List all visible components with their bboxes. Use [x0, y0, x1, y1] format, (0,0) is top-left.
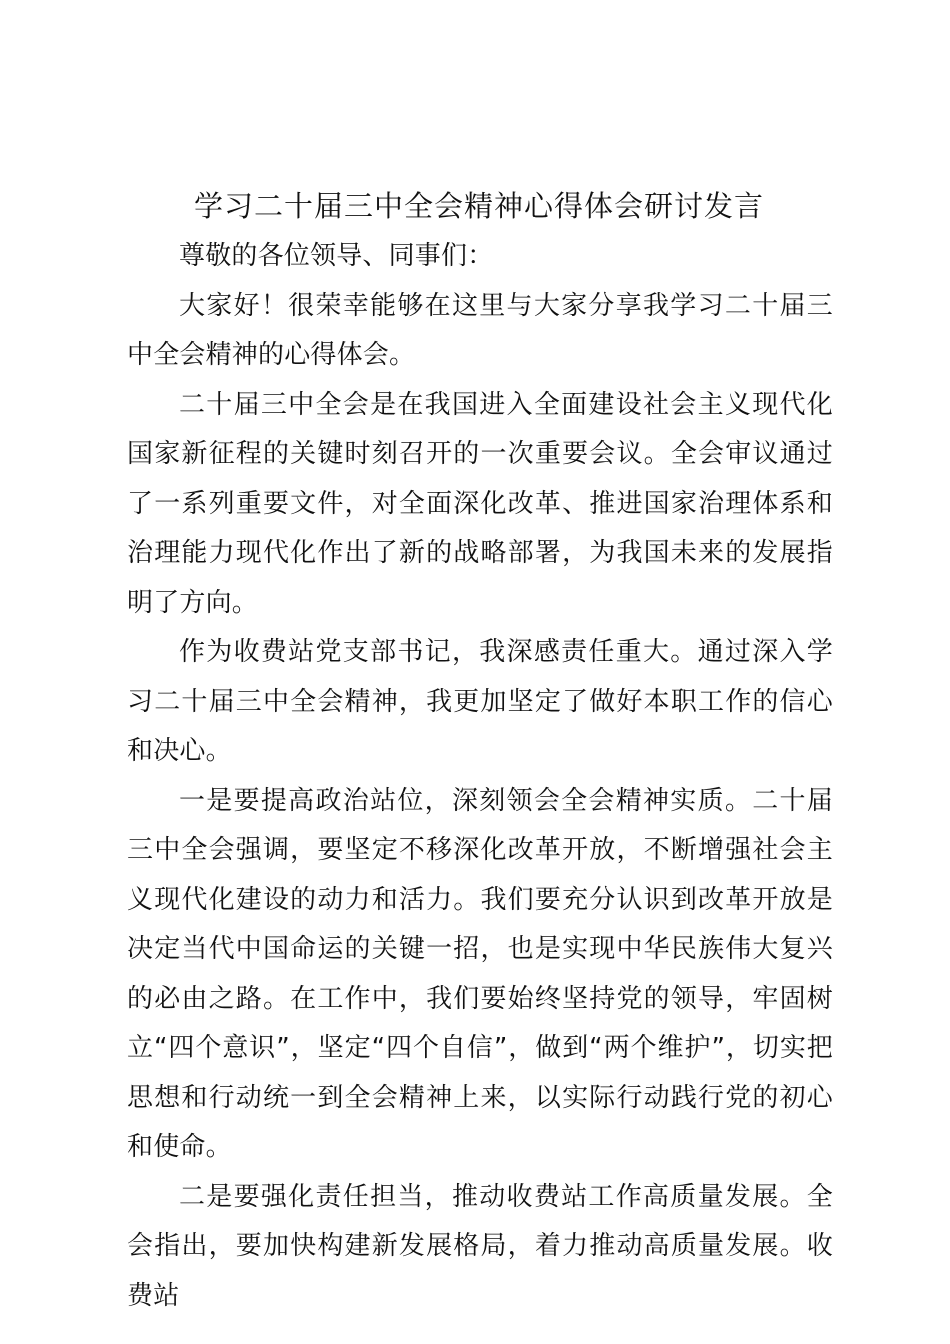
paragraph-greeting: 大家好！很荣幸能够在这里与大家分享我学习二十届三中全会精神的心得体会。 — [127, 290, 833, 370]
document-title: 学习二十届三中全会精神心得体会研讨发言 — [193, 189, 764, 223]
document-body — [127, 232, 833, 1321]
paragraph-point-two: 二是要强化责任担当，推动收费站工作高质量发展。全会指出，要加快构建新发展格局，着力推动高质量发展。收费站 — [127, 1181, 833, 1311]
paragraph-plenum-intro: 二十届三中全会是在我国进入全面建设社会主义现代化国家新征程的关键时刻召开的一次重要会议。全会审议通过了一系列重要文件，对全面深化改革、推进国家治理体系和治理能力现代化作出了新的战略部署，为我国未来的发展指明了方向。 — [127, 389, 833, 618]
paragraph-point-one: 一是要提高政治站位，深刻领会全会精神实质。二十届三中全会强调，要坚定不移深化改革开放，不断增强社会主义现代化建设的动力和活力。我们要充分认识到改革开放是决定当代中国命运的关键一招，也是实现中华民族伟大复兴的必由之路。在工作中，我们要始终坚持党的领导，牢固树立“四个意识”，坚定“四个自信”，做到“两个维护”，切实把思想和行动统一到全会精神上来，以实际行动践行党的初心和使命。 — [127, 785, 833, 1162]
paragraph-salutation: 尊敬的各位领导、同事们： — [179, 241, 494, 271]
paragraph-responsibility: 作为收费站党支部书记，我深感责任重大。通过深入学习二十届三中全会精神，我更加坚定了做好本职工作的信心和决心。 — [127, 637, 833, 766]
